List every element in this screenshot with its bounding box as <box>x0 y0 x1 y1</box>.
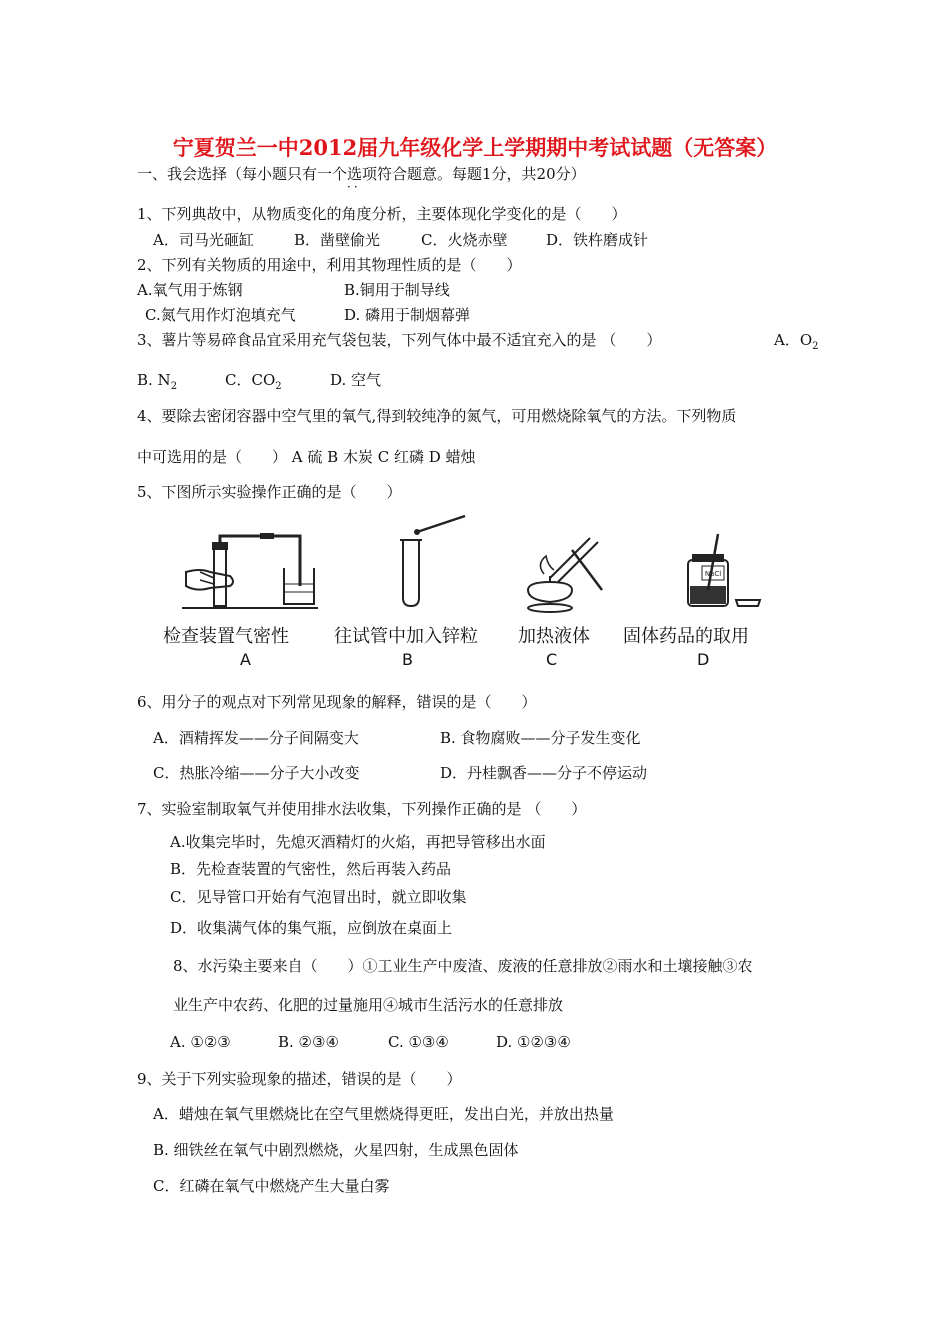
q8-line1: 8、水污染主要来自（ ）①工业生产中废渣、废液的任意排放②雨水和土壤接触③农 <box>173 957 753 975</box>
page-title: 宁夏贺兰一中2012届九年级化学上学期期中考试试题（无答案） <box>172 135 778 160</box>
q7-option-d: D．收集满气体的集气瓶，应倒放在桌面上 <box>170 919 453 937</box>
q7-option-a: A.收集完毕时，先熄灭酒精灯的火焰，再把导管移出水面 <box>170 833 546 851</box>
q7-option-b: B．先检查装置的气密性，然后再装入药品 <box>170 860 452 878</box>
q2-option-d: D. 磷用于制烟幕弹 <box>344 306 471 324</box>
q7-stem: 7、实验室制取氧气并使用排水法收集，下列操作正确的是 （ ） <box>137 800 587 818</box>
q3-option-c: C．$CO_2$ <box>225 371 282 392</box>
q3-option-d: D. 空气 <box>330 371 382 389</box>
q9-stem: 9、关于下列实验现象的描述，错误的是（ ） <box>137 1070 462 1088</box>
q2-option-c: C.氮气用作灯泡填充气 <box>145 306 296 324</box>
figure-label-c: 加热液体 <box>518 626 590 647</box>
figure-heating-liquid <box>510 530 610 615</box>
q6-option-a: A．酒精挥发——分子间隔变大 <box>153 729 359 747</box>
figure-letter-b: B <box>402 650 413 669</box>
q8-line2: 业生产中农药、化肥的过量施用④城市生活污水的任意排放 <box>173 996 564 1014</box>
q7-option-c: C．见导管口开始有气泡冒出时，就立即收集 <box>170 888 467 906</box>
q4-line2: 中可选用的是（ ） A 硫 B 木炭 C 红磷 D 蜡烛 <box>137 448 476 466</box>
q6-option-c: C．热胀冷缩——分子大小改变 <box>153 764 360 782</box>
q1-option-a: A．司马光砸缸 <box>153 231 254 249</box>
figure-label-b: 往试管中加入锌粒 <box>334 626 478 647</box>
q8-option-d: D. ①②③④ <box>496 1033 571 1051</box>
figure-letter-c: C <box>546 650 558 669</box>
q2-option-b: B.铜用于制导线 <box>344 281 450 299</box>
q8-option-a: A. ①②③ <box>170 1033 231 1051</box>
figure-test-tube-zinc <box>395 512 475 607</box>
q2-option-a: A.氧气用于炼钢 <box>137 281 243 299</box>
q5-stem: 5、下图所示实验操作正确的是（ ） <box>137 483 402 501</box>
figure-solid-reagent <box>680 530 770 610</box>
q6-stem: 6、用分子的观点对下列常见现象的解释，错误的是（ ） <box>137 693 537 711</box>
jar-label: NaCl <box>704 570 722 578</box>
q6-option-d: D．丹桂飘香——分子不停运动 <box>440 764 648 782</box>
q6-option-b: B. 食物腐败——分子发生变化 <box>440 729 641 747</box>
q8-option-b: B. ②③④ <box>278 1033 339 1051</box>
q1-stem: 1、下列典故中，从物质变化的角度分析，主要体现化学变化的是（ ） <box>137 205 627 223</box>
figure-letter-d: D <box>697 650 710 669</box>
figure-letter-a: A <box>240 650 251 669</box>
q1-option-b: B．凿壁偷光 <box>294 231 381 249</box>
q3-option-b: B. $N_2$ <box>137 371 178 392</box>
section-heading: 一、我会选择（每小题只有一个选项符合题意。每题1分，共20分） <box>137 165 586 183</box>
q4-line1: 4、要除去密闭容器中空气里的氧气,得到较纯净的氮气，可用燃烧除氧气的方法。下列物质 <box>137 407 737 425</box>
q3-stem: 3、薯片等易碎食品宜采用充气袋包装，下列气体中最不适宜充入的是 （ ） <box>137 331 662 349</box>
figure-airtightness-check <box>180 528 320 613</box>
q8-option-c: C. ①③④ <box>388 1033 449 1051</box>
q9-option-b: B. 细铁丝在氧气中剧烈燃烧，火星四射，生成黑色固体 <box>153 1141 519 1159</box>
emphasis-dots: ·· <box>347 180 361 194</box>
q9-option-c: C．红磷在氧气中燃烧产生大量白雾 <box>153 1177 390 1195</box>
q9-option-a: A．蜡烛在氧气里燃烧比在空气里燃烧得更旺，发出白光，并放出热量 <box>153 1105 614 1123</box>
figure-label-a: 检查装置气密性 <box>163 626 289 647</box>
q3-option-a: A．$O_2$ <box>774 331 819 352</box>
q1-option-d: D．铁杵磨成针 <box>546 231 649 249</box>
figure-label-d: 固体药品的取用 <box>623 626 749 647</box>
q2-stem: 2、下列有关物质的用途中，利用其物理性质的是（ ） <box>137 256 522 274</box>
q1-option-c: C．火烧赤壁 <box>421 231 508 249</box>
